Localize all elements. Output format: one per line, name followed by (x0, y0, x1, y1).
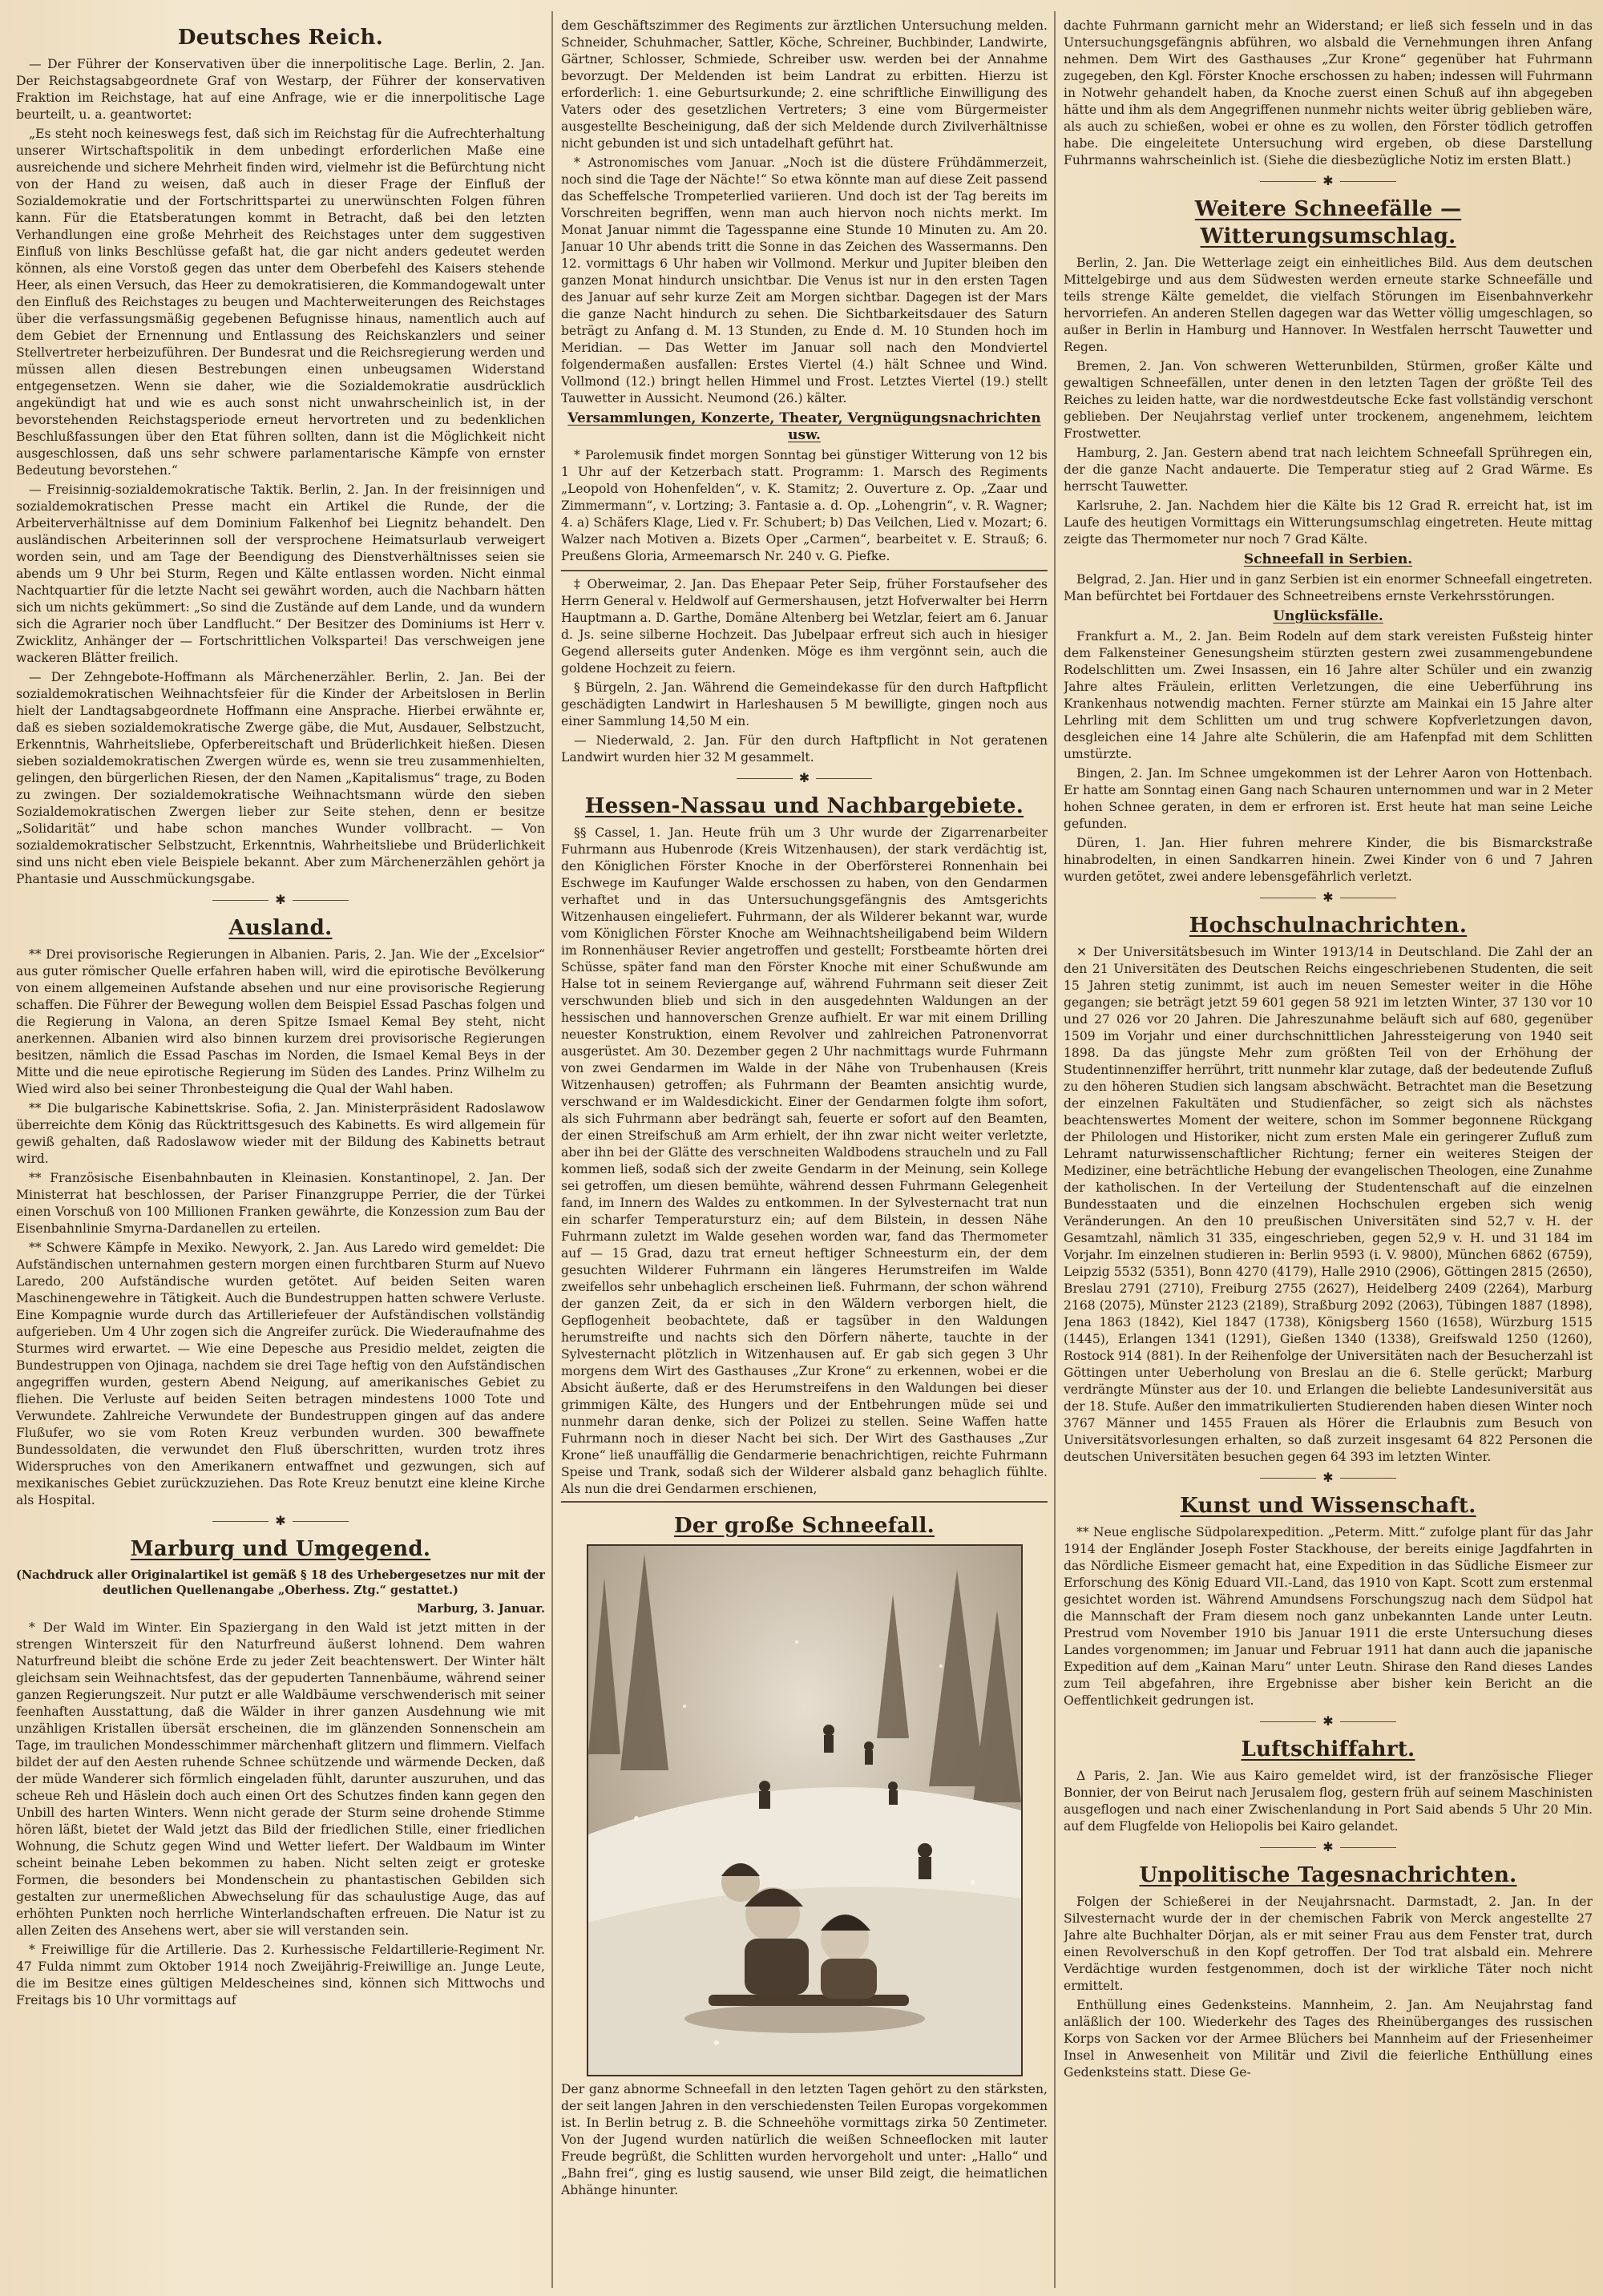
separator: ✱ (1064, 1469, 1593, 1486)
section-title-serbien: Schneefall in Serbien. (1243, 551, 1413, 567)
separator: ✱ (1064, 889, 1593, 906)
separator: ✱ (1064, 1838, 1593, 1855)
section-title-ungluecksfaelle: Unglücksfälle. (1273, 608, 1383, 624)
column-divider (551, 11, 553, 2288)
article-oberweimar: ‡ Oberweimar, 2. Jan. Das Ehepaar Peter Seip, früher Forstaufseher des Herrn General v. Heldwolf auf Germershausen, jetzt Hofverwalter bei Herrn Hauptmann a. D. Garthe, Domäne Altenberg bei Wetzlar, feiert am 6. Januar d. Js. seine silberne Hochzeit. Das Jubelpaar erfreut sich auch in hiesiger Gegend allerseits guter Andenken. Möge es ihm vergönnt sein, auch die goldene Hochzeit zu feiern. (561, 577, 1048, 676)
separator: ✱ (1064, 172, 1593, 189)
section-title-marburg: Marburg und Umgegend. (130, 1537, 431, 1561)
reprint-notice: (Nachdruck aller Originalartikel ist gemäß § 18 des Urhebergesetzes nur mit der deutlichen Quellenangabe „Oberhess. Ztg.“ gestattet.) (16, 1568, 545, 1597)
article-dueren: Düren, 1. Jan. Hier fuhren mehrere Kinder, die bis Bismarckstraße hinabrodelten, in einen Sandkarren hinein. Zwei Kinder von 6 und 7 Jahren wurden getötet, zwei andere lebensgefährlich verletzt. (1064, 836, 1593, 884)
article-parolemusik: * Parolemusik findet morgen Sonntag bei günstiger Witterung von 12 bis 1 Uhr auf der Ketzerbach statt. Programm: 1. Marsch des Regiments „Leopold von Hohenfelden“, v. K. Stamitz; 2. Ouverture z. Op. „Zaar und Zimmermann“, v. Lortzing; 3. Fantasie a. d. Op. „Lohengrin“, v. R. Wagner; 4. a) Schäfers Klage, Lied v. Fr. Schubert; b) Das Veilchen, Lied v. Mozart; 6. Walzer nach Motiven a. Bizets Oper „Carmen“, bearbeitet v. E. Strauß; 6. Preußens Gloria, Armeemarsch Nr. 240 v. G. Piefke. (561, 448, 1048, 563)
article-frankfurt: Frankfurt a. M., 2. Jan. Beim Rodeln auf dem stark vereisten Fußsteig hinter dem Falkensteiner Genesungsheim stürzten gestern zwei zusammengebundene Rodelschlitten um. Zwei Insassen, ein 16 Jahre alter Schüler und ein zwanzig Jahre altes Fräulein, erlitten Verletzungen, die eine Ueberführung ins Krankenhaus notwendig machten. Ferner stürzte am Mainkai ein 15 Jahre alter Lehrling mit dem Schlitten um und trug schwere Kopfverletzungen davon, desgleichen eine 14 Jahre alte Schülerin, die am Hafenpfad mit dem Schlitten umstürzte. (1064, 629, 1593, 761)
section-title-kunst: Kunst und Wissenschaft. (1180, 1494, 1476, 1518)
section-title-unpolitisch: Unpolitische Tagesnachrichten. (1139, 1863, 1517, 1887)
article-artillerie: * Freiwillige für die Artillerie. Das 2. Kurhessische Feldartillerie-Regiment Nr. 47 Fulda nimmt zum Oktober 1914 noch Zweijährig-Freiwillige an. Junge Leute, die im Besitze eines gültigen Meldescheines sind, können sich Mittwochs und Freitags bis 10 Uhr vormittags auf (16, 1943, 545, 2007)
column-2 (561, 18, 1048, 2280)
dateline: Marburg, 3. Januar. (417, 1602, 545, 1616)
article-universitaetsbesuch: ✕ Der Universitätsbesuch im Winter 1913/14 in Deutschland. Die Zahl der an den 21 Universitäten des Deutschen Reichs eingeschriebenen Studenten, die seit 15 Jahren stetig zunimmt, ist auch im neuen Semester weiter in die Höhe gegangen; sie beträgt jetzt 59 601 gegen 58 921 im letzten Winter, 37 130 vor 10 und 27 026 vor 20 Jahren. Die Jahreszunahme beläuft sich auf 680, gegenüber 1509 im Vorjahr und einer durchschnittlichen Jahressteigerung von 1940 seit 1898. Da das jüngste Mehr zum größten Teil von der Erhöhung der Studentinnenziffer herrührt, tritt nunmehr klar zutage, daß der bedeutende Zufluß zu den höheren Studien sich langsam abschwächt. Betrachtet man die Besetzung der einzelnen Fakultäten und Studienfächer, so zeigt sich als nächstes beachtenswertes Moment der weitere, schon im Sommer begonnene Rückgang der Philologen und Historiker, nicht zum ersten Male ein geringerer Zufluß zum Lehramt naturwissenschaftlicher Richtung; ferner ein weiteres Steigen der Mediziner, eine beträchtliche Hebung der evangelischen Theologen, eine Zunahme der katholischen. In der Verteilung der Studentenschaft auf die einzelnen Bundesstaaten und die einzelnen Hochschulen ergeben sich wenig Veränderungen. An den 10 preußischen Universitäten sind 52,7 v. H. der Gesamtzahl, nämlich 31 335, eingeschrieben, gegen 52,9 v. H. und 31 184 im Vorjahr. Im einzelnen studieren in: Berlin 9593 (i. V. 9800), München 6862 (6759), Leipzig 5532 (5351), Bonn 4270 (4179), Halle 2910 (2906), Göttingen 2815 (2650), Breslau 2791 (2710), Freiburg 2755 (2627), Heidelberg 2409 (2264), Marburg 2168 (2075), Münster 2123 (2189), Straßburg 2092 (2063), Tübingen 1887 (1898), Jena 1863 (1842), Kiel 1847 (1738), Königsberg 1560 (1658), Würzburg 1515 (1445), Erlangen 1341 (1291), Gießen 1340 (1338), Greifswald 1250 (1260), Rostock 914 (881). In der Reihenfolge der Universitäten nach der Besucherzahl ist Göttingen unter Ueberholung von Breslau an die 6. Stelle gerückt; Marburg verdrängte Münster aus der 10. und Erlangen die beliebte Landesuniversität aus der 18. Stufe. Außer den immatrikulierten Studierenden haben diesen Winter noch 3767 Männer und 1455 Frauen als Hörer die Erlaubnis zum Besuch von Universitätsvorlesungen erhalten, so daß zurzeit insgesamt 64 822 Personen die deutschen Universitäten besuchen gegen 64 393 im letzten Winter. (1064, 945, 1593, 1464)
article-mannheim: Enthüllung eines Gedenksteins. Mannheim, 2. Jan. Am Neujahrstag fand anläßlich der 100. Wiederkehr des Tages des Rheinüberganges des russischen Korps von Sacken vor der Armee Blüchers bei Mannheim auf der Friesenheimer Insel in Anwesenheit von Militär und Zivil die feierliche Enthüllung eines Gedenksteins statt. Diese Ge- (1064, 1998, 1593, 2080)
separator: ✱ (561, 769, 1048, 786)
article-artillerie-cont: dem Geschäftszimmer des Regiments zur ärztlichen Untersuchung melden. Schneider, Schuhmacher, Sattler, Köche, Schreiner, Buchbinder, Landwirte, Gärtner, Schlosser, Schmiede, Schreiber usw. werden bei der Annahme bevorzugt. Der Meldenden ist beim Landrat zu erbitten. Hierzu ist erforderlich: 1. eine Geburtsurkunde; 2. eine schriftliche Einwilligung des Vaters oder des gesetzlichen Vertreters; 3 eine vom Bürgermeister ausgestellte Bescheinigung, daß der sich Meldende durch Zivilverhältnisse nicht gebunden ist und sich untadelhaft geführt hat. (561, 18, 1048, 151)
article-kleinasien: ** Französische Eisenbahnbauten in Kleinasien. Konstantinopel, 2. Jan. Der Ministerrat hat beschlossen, der Pariser Finanzgruppe Perrier, die der Türkei einen Vorschuß von 100 Millionen Franken gewährte, die Konzession zum Bau der Eisenbahnlinie Smyrna-Dardanellen zu erteilen. (16, 1171, 545, 1236)
article-cassel: §§ Cassel, 1. Jan. Heute früh um 3 Uhr wurde der Zigarrenarbeiter Fuhrmann aus Hubenrode (Kreis Witzenhausen), der stark verdächtig ist, den Königlichen Förster Knoche in der Oberförsterei Ronnenhain bei Eschwege im Kaufunger Walde erschossen zu haben, von den Gendarmen verhaftet und in das Untersuchungsgefängnis des Amtsgerichts Witzenhausen eingeliefert. Fuhrmann, der als Wilderer bekannt war, wurde vom Königlichen Förster Knoche am Weihnachtsheiligabend beim Wildern im Ronnenhäuser Revier angetroffen und gestellt; Forstbeamte hörten drei Schüsse, später fand man den Förster Knoche mit einer Schußwunde am Halse tot in seinem Reviergange auf, während Fuhrmann seit dieser Zeit verschwunden blieb und sich in den ausgedehnten Waldungen an der hessischen und hannoverschen Grenze aufhielt. Er war mit einem Drilling neuester Konstruktion, einem Revolver und zahlreichen Patronenvorrat ausgerüstet. Am 30. Dezember gegen 2 Uhr nachmittags wurde Fuhrmann von zwei Gendarmen im Walde in der Nähe von Trubenhausen (Kreis Witzenhausen) getroffen; als Fuhrmann der Beamten ansichtig wurde, verschwand er im Waldesdickicht. Einer der Gendarmen folgte ihm sofort, als sich Fuhrmann aber bedrängt sah, feuerte er sofort auf den Beamten, der einen Streifschuß am Arm erhielt, der ihn zwar nicht weiter verletzte, aber ihn bei der Glätte des verschneiten Waldbodens straucheln und zu Fall kommen ließ, sodaß sich der zweite Gendarm in der Meinung, sein Kollege sei getroffen, um diesen bemühte, während dessen Fuhrmann Gelegenheit fand, im Innern des Waldes zu entkommen. In der Sylvesternacht trat nun ein scharfer Temperatursturz ein; auf dem Bilstein, in dessen Nähe Fuhrmann zuletzt im Walde gesehen worden war, fand das Thermometer auf — 15 Grad, dazu trat erneut heftiger Schneesturm ein, der dem gesuchten Wilderer Fuhrmann ein längeres Herumstreifen im Walde zweifellos sehr unbehaglich erscheinen ließ. Fuhrmann, der schon während der ganzen Zeit, da er sich in den Wäldern verborgen hielt, die Gepflogenheit beobachtete, daß er tagsüber in den Waldungen herumstreifte und nachts sich den Dörfern näherte, tauchte in der Sylvesternacht plötzlich in Witzenhausen auf. Er gab sich gegen 3 Uhr morgens dem Wirt des Gasthauses „Zur Krone“ zu erkennen, wobei er die Absicht äußerte, daß er des Herumstreifens in den Waldungen bei dieser grimmigen Kälte, des Hungers und der Entbehrungen müde sei und nunmehr daran denke, sich der Polizei zu stellen. Seine Waffen hatte Fuhrmann noch in dieser Nacht bei sich. Der Wirt des Gasthauses „Zur Krone“ ließ unauffällig die Gendarmerie benachrichtigen, reichte Fuhrmann Speise und Trank, sodaß sich der Wilderer alsbald ganz behaglich fühlte. Als nun die drei Gendarmen erschienen, (561, 825, 1048, 1496)
figure-caption: Der ganz abnorme Schneefall in den letzten Tagen gehört zu den stärksten, der seit langen Jahren in den verschiedensten Teilen Europas vorgekommen ist. In Berlin betrug z. B. die Schneehöhe vormittags zirka 50 Zentimeter. Von der Jugend wurden natürlich die weißen Schneeflocken mit lauter Freude begrüßt, die Schlitten wurden hervorgeholt und unter: „Hallo“ und „Bahn frei“, ging es lustig sausend, wie unser Bild zeigt, die heimatlichen Abhänge hinunter. (561, 2082, 1048, 2197)
separator: ✱ (16, 1512, 545, 1529)
separator: ✱ (1064, 1713, 1593, 1729)
article-bingen: Bingen, 2. Jan. Im Schnee umgekommen ist der Lehrer Aaron von Hottenbach. Er hatte am Sonntag einen Gang nach Schauren unternommen und war in 2 Meter hohen Schnee geraten, in dem er erfroren ist. Erst heute hat man seine Leiche gefunden. (1064, 766, 1593, 831)
article-cassel-cont: dachte Fuhrmann garnicht mehr an Widerstand; er ließ sich fesseln und in das Untersuchungsgefängnis abführen, wo alsbald die Vernehmungen ihren Anfang nehmen. Dem Wirt des Gasthauses „Zur Krone“ gegenüber hat Fuhrmann zugegeben, den Kgl. Förster Knoche erschossen zu haben; indessen will Fuhrmann in Notwehr gehandelt haben, da Knoche zuerst einen Schuß auf ihn abgegeben hätte und ihm als dem Angegriffenen nunmehr nichts weiter übrig geblieben wäre, als auch zu schießen, wobei er ohne es zu wollen, den Förster tödlich getroffen habe. Die eingeleitete Untersuchung wird ergeben, ob diese Darstellung Fuhrmanns wahrscheinlich ist. (Siehe die diesbezügliche Notiz im ersten Blatt.) (1064, 18, 1593, 167)
column-3 (1064, 18, 1593, 2280)
section-title-ausland: Ausland. (228, 916, 333, 940)
section-title-hochschul: Hochschulnachrichten. (1189, 914, 1468, 938)
article-wald-im-winter: * Der Wald im Winter. Ein Spaziergang in den Wald ist jetzt mitten in der strengen Winterszeit für den Naturfreund äußerst lohnend. Dem wahren Naturfreund bleibt die schöne Erde zu jeder Zeit beachtenswert. Der Winter hält gleichsam sein Weihnachtsfest, das der gepuderten Tannenbäume, während seiner ganzen Regierungszeit. Nur putzt er alle Waldbäume verschwenderisch mit seiner feenhaften Ausstattung, daß die Wälder in ihrer ganzen Ausdehnung wie mit unzähligen Kristallen übersät erscheinen, die im glänzenden Sonnenschein am Tage, im traulichen Mondesschimmer märchenhaft glitzern und flimmern. Vielfach bildet der auf den Aesten ruhende Schnee schützende und wärmende Decken, daß der müde Wanderer sich förmlich eingeladen fühlt, darunter auszuruhen, und das scheue Reh und Häslein doch auch einen Ort des Schutzes finden kann gegen den Unbill des harten Winters. Wenn nicht gerade der Sturm seine drohende Stimme hören läßt, bietet der Wald jetzt das Bild der friedlichen Stille, einer friedlichen Wohnung, die Schutz gegen Wind und Wetter liefert. Der Waldbaum im Winter scheint beinahe Leben bekommen zu haben. Nicht selten zeigt er groteske Formen, die besonders bei Mondenschein zu phantastischen Gebilden sich gestalten zur unermeßlichen Abwechselung für das schaulustige Auge, das auf erhöhten Punkten noch herrliche Winterlandschaften erfreuen. Die Natur ist zu allen Zeiten des Ansehens wert, aber sie will verstanden sein. (16, 1620, 545, 1938)
article-mexiko: ** Schwere Kämpfe in Mexiko. Newyork, 2. Jan. Aus Laredo wird gemeldet: Die Aufständischen unternahmen gestern morgen einen furchtbaren Sturm auf Nuevo Laredo, 200 Aufständische wurden getötet. Auf beiden Seiten waren Maschinengewehre in Tätigkeit. Auch die Bundestruppen hatten schwere Verluste. Eine Kompagnie wurde durch das Artilleriefeuer der Aufständischen vollständig aufgerieben. Um 4 Uhr zogen sich die Angreifer zurück. Die Wiederaufnahme des Sturmes wird erwartet. — Wie eine Depesche aus Presidio meldet, zeigten die Bundestruppen von Ojinaga, nachdem sie drei Tage heftig von den Aufständischen angegriffen wurden, gestern Abend Neigung, auf amerikanisches Gebiet zu fliehen. Die Verluste auf beiden Seiten betragen mindestens 1000 Tote und Verwundete. Zahlreiche Verwundete der Bundestruppen gingen auf das andere Flußufer, wo sie vom Roten Kreuz verbunden wurden. 300 bewaffnete Bundessoldaten, die verwundet den Fluß überschritten, wurden trotz ihres Widerspruches von den Amerikanern entwaffnet und gezwungen, sich auf mexikanisches Gebiet zurückzuziehen. Das Rote Kreuz benutzt eine kleine Kirche als Hospital. (16, 1241, 545, 1507)
article-suedpolar: ** Neue englische Südpolarexpedition. „Peterm. Mitt.“ zufolge plant für das Jahr 1914 der Engländer Joseph Foster Stackhouse, der bereits einige Jagdfahrten in das Nördliche Eismeer gemacht hat, eine Expedition in das Südliche Eismeer zur Erforschung des König Eduard VII.-Land, das 1910 von Kapt. Scott zum erstenmal gesichtet worden ist. Während Amundsens Forschungszug nach dem Südpol hat die Mannschaft der Fram diesem noch ganz unbekannten Lande unter Leutn. Prestrud vom November 1910 bis Januar 1911 die erste Untersuchung dieses Landes vorgenommen; im Januar und Februar 1911 hat dann auch die japanische Expedition auf dem „Kainan Maru“ unter Leutn. Shirase den Rand dieses Landes zum Teil abgefahren, ihre Ergebnisse aber bisher kein Bericht an die Oeffentlichkeit gedrungen ist. (1064, 1525, 1593, 1708)
sledding-children-illustration (588, 1546, 1021, 2075)
section-title-luftschiffahrt: Luftschiffahrt. (1241, 1737, 1415, 1761)
article-bremen: Bremen, 2. Jan. Von schweren Wetterunbilden, Stürmen, großer Kälte und gewaltigen Schneefällen, unter denen in den letzten Tagen der größte Teil des Reiches zu leiden hatte, war die nordwestdeutsche Ecke fast vollständig verschont geblieben. Der Neujahrstag verlief unter trockenem, angenehmem, leichtem Frostwetter. (1064, 359, 1593, 441)
section-title-hessen-nassau: Hessen-Nassau und Nachbargebiete. (584, 794, 1024, 818)
article-astronomie: * Astronomisches vom Januar. „Noch ist die düstere Frühdämmerzeit, noch sind die Tage der Nächte!“ So etwa könnte man auf diese Zeit passend das Scheffelsche Trompeterlied variieren. Und doch ist der Tag bereits im Vorschreiten begriffen, wenn man auch hiervon noch nichts merkt. Im Monat Januar nimmt die Tagesspanne eine Stunde 10 Minuten zu. Am 20. Januar 10 Uhr abends tritt die Sonne in das Zeichen des Wassermanns. Den 12. vormittags 6 Uhr haben wir Vollmond. Merkur und Jupiter bleiben den ganzen Monat hindurch unsichtbar. Die Venus ist nur in den ersten Tagen des Januar auf sehr kurze Zeit am Morgen sichtbar. Dagegen ist der Mars die ganze Nacht hindurch zu sehen. Die Sichtbarkeitsdauer des Saturn beträgt zu Anfang d. M. 13 Stunden, zu Ende d. M. 10 Stunden hoch im Meridian. — Das Wetter im Januar soll nach den Mondviertel folgendermaßen ausfallen: Erstes Viertel (4.) hält Schnee und Wind. Vollmond (12.) bringt hellen Himmel und Frost. Letztes Viertel (19.) stellt Tauwetter in Aussicht. Neumond (26.) kälter. (561, 155, 1048, 406)
figure (561, 1501, 1048, 2199)
article-bulgarien: ** Die bulgarische Kabinettskrise. Sofia, 2. Jan. Ministerpräsident Radoslawow überreichte dem König das Rücktrittsgesuch des Kabinetts. Es wird allgemein für gewiß gehalten, daß Radoslawow wieder mit der Bildung des Kabinetts betraut wird. (16, 1101, 545, 1166)
section-title-versammlungen: Versammlungen, Konzerte, Theater, Vergnügungsnachrichten usw. (567, 410, 1041, 443)
column-divider (1054, 11, 1056, 2288)
column-1 (16, 18, 545, 2280)
figure-title: Der große Schneefall. (673, 1514, 935, 1538)
article-niederwald: — Niederwald, 2. Jan. Für den durch Haftpflicht in Not geratenen Landwirt wurden hier 32 M gesammelt. (561, 733, 1048, 765)
article-konservative-quote: „Es steht noch keineswegs fest, daß sich im Reichstag für die Aufrechterhaltung unserer Wirtschaftspolitik in dem unbedingt erforderlichen Maße eine ausreichende und sichere Mehrheit finden wird, vielmehr ist die Befürchtung nicht von der Hand zu weisen, daß auch in dieser Frage der Einfluß der Sozialdemokratie und der Fortschrittspartei zu unerwünschten Folgen führen kann. Für die Etatsberatungen kommt in Betracht, daß bei den letzten Verhandlungen eine große Mehrheit des Reichstages unter dem suggestiven Einfluß von links Beschlüsse gefaßt hat, die gar nicht anders gedeutet werden können, als eine Vorstoß gegen das unter dem Oberbefehl des Kaisers stehende Heer, als einen Versuch, das Heer zu demokratisieren, die Kommandogewalt unter den Einfluß des Reichstages zu beugen und Machterweiterungen des Reichstages über die verfassungsmäßig gegebenen Befugnisse hinaus, namentlich auch auf dem Gebiet der Ernennung und Entlassung des Reichskanzlers und seiner Stellvertreter herbeizuführen. Der Bundesrat und die Reichsregierung werden und müssen allen diesen Bestrebungen einen unbeugsamen Widerstand entgegensetzen. Wenn sie daher, wie die Sozialdemokratie ausdrücklich angekündigt hat und wie es auch sonst nicht unwahrscheinlich ist, in der bevorstehenden Reichstagsperiode erneut hervortreten und zu bedenklichen Beschlußfassungen über den Etat führen sollten, dann ist die Möglichkeit nicht ausgeschlossen, daß uns sehr schwere parlamentarische Kämpfe von ernster Bedeutung bevorstehen.“ (16, 127, 545, 478)
divider (561, 570, 1048, 571)
article-buergeln: § Bürgeln, 2. Jan. Während die Gemeindekasse für den durch Haftpflicht geschädigten Landwirt in Harleshausen 5 M bewilligte, gingen noch aus einer Sammlung 14,50 M ein. (561, 680, 1048, 728)
article-darmstadt: Folgen der Schießerei in der Neujahrsnacht. Darmstadt, 2. Jan. In der Silvesternacht wurde der in der chemischen Fabrik von Merck angestellte 27 Jahre alte Buchhalter Dörjan, als er mit seiner Frau aus dem Fenster trat, durch einen Revolverschuß in den Kopf getroffen. Der Tod trat alsbald ein. Mehrere Verdächtige wurden festgenommen, doch ist der wirkliche Täter noch nicht ermittelt. (1064, 1895, 1593, 1993)
article-paris-flieger: Δ Paris, 2. Jan. Wie aus Kairo gemeldet wird, ist der französische Flieger Bonnier, der von Beirut nach Jerusalem flog, gestern früh auf seinem Maschinisten ausgeflogen und nach einer Zwischenlandung in Port Said abends 5 Uhr 20 Min. auf dem Flugfelde von Heliopolis bei Kairo gelandet. (1064, 1769, 1593, 1834)
snow-photo (587, 1544, 1023, 2076)
article-belgrad: Belgrad, 2. Jan. Hier und in ganz Serbien ist ein enormer Schneefall eingetreten. Man befürchtet bei Fortdauer des Schneetreibens ernste Verkehrsstörungen. (1064, 572, 1593, 603)
separator: ✱ (16, 891, 545, 908)
section-title-deutsches-reich: Deutsches Reich. (177, 26, 384, 50)
article-karlsruhe: Karlsruhe, 2. Jan. Nachdem hier die Kälte bis 12 Grad R. erreicht hat, ist im Laufe des heutigen Vormittags ein Witterungsumschlag eingetreten. Heute mittag zeigte das Thermometer nur noch 7 Grad Kälte. (1064, 498, 1593, 547)
article-hoffmann: — Der Zehngebote-Hoffmann als Märchenerzähler. Berlin, 2. Jan. Bei der sozialdemokratischen Weihnachtsfeier für die Kinder der Arbeitslosen in Berlin hielt der Landtagsabgeordnete Hoffmann eine Ansprache. Hierbei erwähnte er, daß es sieben sozialdemokratische Zwerge gäbe, die Mut, Ausdauer, Selbstzucht, Erkenntnis, Wahrheitsliebe, Opferbereitschaft und Brüderlichkeit hießen. Diesen sieben sozialdemokratischen Zwergen würde es, wenn sie treu zusammenhielten, gelingen, den bürgerlichen Riesen, der den Namen „Kapitalismus“ trage, zu Boden zu zwingen. Der sozialdemokratische Weihnachtsmann würde den sieben Sozialdemokratischen Zwergen lieber zur Seite stehen, denn er besitze „Solidarität“ und habe schon manches Wunder vollbracht. — Von sozialdemokratischer Selbstzucht, Erkenntnis, Wahrheitsliebe und Brüderlichkeit sind uns nicht eben viele Beispiele bekannt. Aber zum Märchenerzählen gehört ja Phantasie und Ausschmückungsgabe. (16, 670, 545, 886)
article-freisinnig: — Freisinnig-sozialdemokratische Taktik. Berlin, 2. Jan. In der freisinnigen und sozialdemokratischen Presse macht ein Artikel die Runde, der die Arbeiterverhältnisse auf dem Dominium Falkenhof bei Liegnitz behandelt. Den ausländischen Arbeiterinnen soll der versprochene Heimatsurlaub verweigert worden sein, und am Tage der Beendigung des Dienstverhältnisses seien sie abends um 9 Uhr bei Sturm, Regen und Kälte entlassen worden. Nicht einmal Nachtquartier für die letzte Nacht sei gewährt worden, auch die Nachbarn hätten sich um nichts gekümmert: „So sind die Zustände auf dem Lande, und da wundern sich die Agrarier noch über Landflucht.“ Der Besitzer des Dominiums ist Herr v. Zwicklitz, Anhänger der — Fortschrittlichen Volkspartei! Das verschweigen jene wackeren Blätter freilich. (16, 482, 545, 665)
article-berlin-wetter: Berlin, 2. Jan. Die Wetterlage zeigt ein einheitliches Bild. Aus dem deutschen Mittelgebirge und aus dem Südwesten werden erneute starke Schneefälle und teils strenge Kälte gemeldet, die vielfach Störungen im Eisenbahnverkehr hervorriefen. An anderen Stellen dagegen war das Wetter völlig umgeschlagen, so außer in Berlin in Hamburg und Hannover. In Westfalen herrscht Tauwetter und Regen. (1064, 256, 1593, 354)
section-title-schneefaelle: Weitere Schneefälle — Witterungsumschlag. (1194, 197, 1462, 248)
article-albanien: ** Drei provisorische Regierungen in Albanien. Paris, 2. Jan. Wie der „Excelsior“ aus guter römischer Quelle erfahren haben will, wird die epirotische Bevölkerung von einem allgemeinen Aufstande absehen und nur eine provisorische Regierung schaffen. Die Führer der Bewegung wollen dem Beispiel Essad Paschas folgen und die Regierung in Valona, an deren Spitze Ismael Kemal Bey steht, nicht anerkennen. Albanien wird also binnen kurzem drei provisorische Regierungen besitzen, nämlich die Essad Paschas im Norden, die Ismael Kemal Beys in der Mitte und die neue epirotische Regierung im Süden des Landes. Prinz Wilhelm zu Wied wird also bei seiner Thronbesteigung die Qual der Wahl haben. (16, 947, 545, 1096)
article-konservative: — Der Führer der Konservativen über die innerpolitische Lage. Berlin, 2. Jan. Der Reichstagsabgeordnete Graf von Westarp, der Führer der konservativen Fraktion im Reichstage, hat auf eine Anfrage, wie er die innerpolitische Lage beurteilt, u. a. geantwortet: (16, 57, 545, 122)
article-hamburg: Hamburg, 2. Jan. Gestern abend trat nach leichtem Schneefall Sprühregen ein, der die ganze Nacht andauerte. Die Temperatur stieg auf 2 Grad Wärme. Es herrscht Tauwetter. (1064, 446, 1593, 494)
